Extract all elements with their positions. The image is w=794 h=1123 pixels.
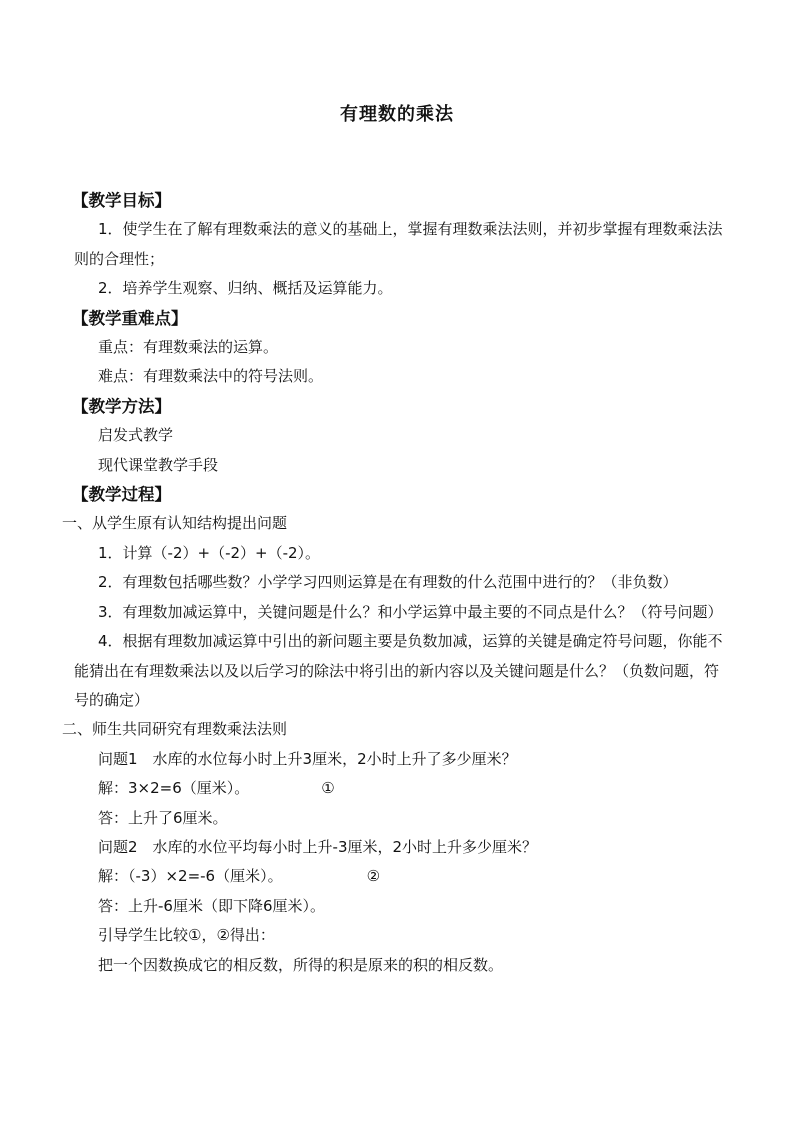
- solution-1-line: [74, 774, 726, 803]
- process-part1-title: 一、从学生原有认知结构提出问题: [62, 514, 288, 533]
- process-part1-item-2: 2．有理数包括哪些数？小学学习四则运算是在有理数的什么范围中进行的？（非负数）: [98, 573, 678, 592]
- solution-1: 解：3×2=6（厘米）。: [98, 779, 250, 798]
- process-heading: 【教学过程】: [72, 485, 171, 505]
- question-2: 问题2 水库的水位平均每小时上升-3厘米，2小时上升多少厘米？: [98, 837, 538, 856]
- methods-heading: 【教学方法】: [72, 396, 171, 416]
- solution-2: 解：（-3）×2=-6（厘米）。: [98, 867, 283, 886]
- key-point-difficulty: 难点：有理数乘法中的符号法则。: [98, 367, 324, 386]
- method-item-2: 现代课堂教学手段: [98, 455, 219, 474]
- process-part1-item-4: 4．根据有理数加减运算中引出的新问题主要是负数加减，运算的关键是确定符号问题，你能不能猜出在有理数乘法以及以后学习的除法中将引出的新内容以及关键问题是什么？（负数问题，符号的确定）: [74, 632, 723, 709]
- method-item-1: 启发式教学: [98, 426, 174, 445]
- objective-item-2: 2．培养学生观察、归纳、概括及运算能力。: [98, 279, 393, 298]
- process-part2-title: 二、师生共同研究有理数乘法法则: [62, 720, 288, 739]
- process-part1-item-1: 1．计算（-2）+（-2）+（-2）。: [98, 543, 321, 562]
- objective-item-1: 1．使学生在了解有理数乘法的意义的基础上，掌握有理数乘法法则，并初步掌握有理数乘法法则的合理性；: [74, 220, 723, 268]
- document-body: [62, 186, 726, 980]
- solution-2-line: [74, 862, 726, 891]
- key-points-heading: 【教学重难点】: [72, 308, 188, 328]
- answer-2: 答：上升-6厘米（即下降6厘米）。: [98, 896, 326, 915]
- equation-mark-2: ②: [366, 867, 381, 886]
- process-part1-item-3: 3．有理数加减运算中，关键问题是什么？和小学运算中最主要的不同点是什么？（符号问题）: [98, 602, 723, 621]
- answer-1: 答：上升了6厘米。: [98, 808, 228, 827]
- conclusion-text: 把一个因数换成它的相反数，所得的积是原来的积的相反数。: [98, 955, 504, 974]
- key-point-focus: 重点：有理数乘法的运算。: [98, 338, 279, 357]
- guide-text: 引导学生比较①，②得出：: [98, 926, 275, 945]
- equation-mark-1: ①: [321, 779, 335, 798]
- page-title: 有理数的乘法: [340, 104, 454, 125]
- question-1: 问题1 水库的水位每小时上升3厘米，2小时上升了多少厘米？: [98, 749, 517, 768]
- objectives-heading: 【教学目标】: [72, 191, 171, 210]
